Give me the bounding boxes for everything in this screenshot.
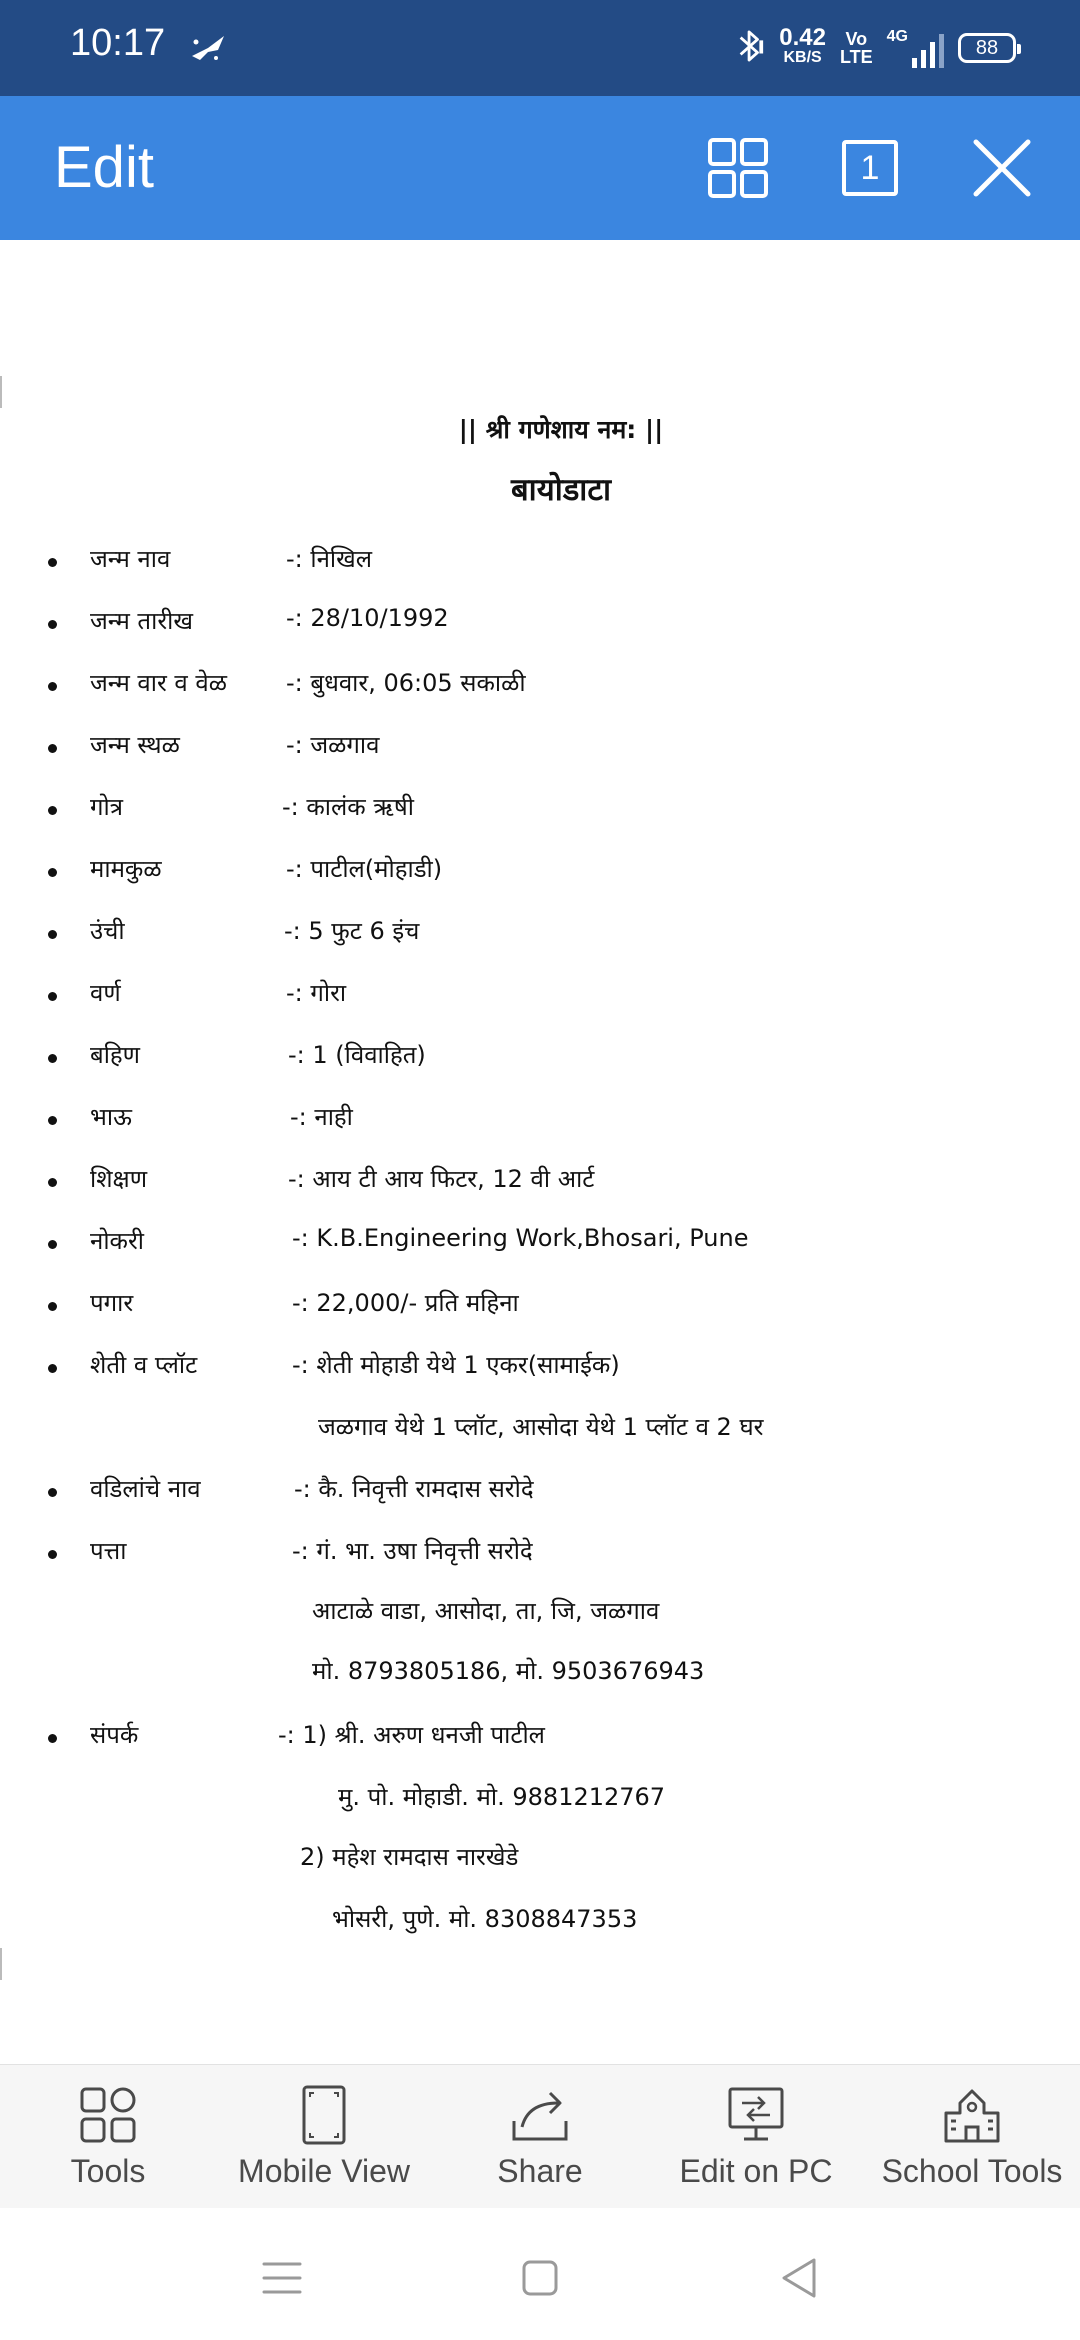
status-icons — [735, 22, 1016, 74]
edit-on-pc-label: Edit on PC — [679, 2153, 833, 2189]
margin-marker — [0, 376, 3, 408]
tools-icon — [76, 2083, 140, 2147]
share-label: Share — [497, 2153, 583, 2189]
bullet — [48, 1240, 57, 1249]
app-bar — [0, 96, 1080, 240]
bullet — [48, 1054, 57, 1063]
bullet — [48, 558, 57, 567]
net-speed — [779, 24, 826, 68]
row-value: -: 1 (विवाहित) — [288, 1041, 426, 1069]
document-page[interactable] — [0, 240, 1080, 2064]
volte-badge: Vo LTE — [839, 29, 873, 67]
tools-label: Tools — [70, 2153, 146, 2189]
network-type: 4G — [886, 28, 908, 45]
row-value: -: 22,000/- प्रति महिना — [292, 1289, 519, 1317]
doc-title: बायोडाटा — [510, 472, 611, 508]
row-value: -: बुधवार, 06:05 सकाळी — [286, 669, 526, 697]
back-icon[interactable] — [770, 2248, 830, 2308]
row-label: भाऊ — [90, 1103, 132, 1131]
row-value-continued: जळगाव येथे 1 प्लॉट, आसोदा येथे 1 प्लॉट व 2 घर — [318, 1413, 764, 1441]
app-title: Edit — [54, 135, 154, 200]
row-value: -: K.B.Engineering Work,Bhosari, Pune — [292, 1224, 749, 1252]
bullet — [48, 1302, 57, 1311]
row-label: पत्ता — [90, 1537, 127, 1565]
mobile-view-icon — [292, 2083, 356, 2147]
bullet — [48, 744, 57, 753]
row-label: शेती व प्लॉट — [90, 1351, 198, 1379]
row-label: वडिलांचे नाव — [90, 1475, 201, 1503]
row-value: -: शेती मोहाडी येथे 1 एकर(सामाईक) — [292, 1351, 620, 1379]
row-value: -: 28/10/1992 — [286, 604, 449, 632]
bullet — [48, 868, 57, 877]
row-value-continued: मो. 8793805186, मो. 9503676943 — [312, 1657, 705, 1685]
school-tools-label: School Tools — [881, 2153, 1063, 2189]
row-value-continued: आटाळे वाडा, आसोदा, ता, जि, जळगाव — [312, 1597, 660, 1625]
bullet — [48, 1550, 57, 1559]
bullet — [48, 806, 57, 815]
row-value-continued: भोसरी, पुणे. मो. 8308847353 — [332, 1905, 638, 1933]
bluetooth-icon — [735, 27, 765, 69]
row-label: संपर्क — [90, 1721, 139, 1749]
school-icon — [940, 2083, 1004, 2147]
row-label: जन्म वार व वेळ — [90, 669, 227, 697]
page-count: 1 — [860, 148, 880, 187]
status-bar — [0, 0, 1080, 96]
net-speed-unit: KB/S — [783, 49, 822, 66]
row-label: नोकरी — [90, 1227, 144, 1255]
home-icon[interactable] — [510, 2248, 570, 2308]
row-value: -: निखिल — [286, 545, 373, 573]
airplane-notification-icon — [188, 30, 228, 66]
row-value: -: आय टी आय फिटर, 12 वी आर्ट — [288, 1165, 595, 1193]
bullet — [48, 1116, 57, 1125]
mobile-view-button[interactable] — [216, 2083, 432, 2203]
row-label: उंची — [90, 917, 125, 945]
edit-on-pc-icon — [724, 2083, 788, 2147]
row-label: पगार — [90, 1289, 134, 1317]
signal-icon — [887, 28, 944, 68]
share-button[interactable] — [432, 2083, 648, 2203]
mobile-view-label: Mobile View — [238, 2153, 410, 2189]
bullet — [48, 1734, 57, 1743]
row-label: जन्म नाव — [90, 545, 171, 573]
row-value: -: नाही — [290, 1103, 353, 1131]
bullet — [48, 682, 57, 691]
row-value: -: कालंक ऋषी — [282, 793, 414, 821]
row-value: -: गोरा — [286, 979, 347, 1007]
system-nav-bar — [0, 2208, 1080, 2340]
share-icon — [508, 2083, 572, 2147]
bottom-toolbar — [0, 2064, 1080, 2208]
grid-icon[interactable] — [702, 132, 774, 204]
school-tools-button[interactable] — [864, 2083, 1080, 2203]
row-value: -: कै. निवृत्ती रामदास सरोदे — [294, 1475, 534, 1503]
row-label: मामकुळ — [90, 855, 162, 883]
bullet — [48, 620, 57, 629]
row-value: -: 1) श्री. अरुण धनजी पाटील — [278, 1721, 545, 1749]
bullet — [48, 1178, 57, 1187]
bullet — [48, 1364, 57, 1373]
bullet — [48, 930, 57, 939]
row-label: वर्ण — [90, 979, 121, 1007]
net-speed-value: 0.42 — [779, 24, 826, 51]
page-count-button[interactable] — [842, 140, 898, 196]
margin-marker — [0, 1948, 3, 1980]
bullet — [48, 992, 57, 1001]
row-value-continued: 2) महेश रामदास नारखेडे — [300, 1843, 519, 1871]
row-value: -: पाटील(मोहाडी) — [286, 855, 443, 883]
row-label: जन्म तारीख — [90, 607, 193, 635]
row-value: -: गं. भा. उषा निवृत्ती सरोदे — [292, 1537, 533, 1565]
doc-header: || श्री गणेशाय नम: || — [458, 415, 664, 444]
menu-icon[interactable] — [252, 2248, 312, 2308]
status-time: 10:17 — [70, 22, 166, 64]
row-label: बहिण — [90, 1041, 141, 1069]
row-label: जन्म स्थळ — [90, 731, 180, 759]
row-label: शिक्षण — [90, 1165, 148, 1193]
row-value: -: 5 फुट 6 इंच — [284, 917, 420, 945]
tools-button[interactable] — [0, 2083, 216, 2203]
row-value-continued: मु. पो. मोहाडी. मो. 9881212767 — [338, 1783, 666, 1811]
row-value: -: जळगाव — [286, 731, 380, 759]
battery-level: 88 — [975, 36, 999, 59]
row-label: गोत्र — [90, 793, 123, 821]
battery-icon — [958, 33, 1016, 63]
bullet — [48, 1488, 57, 1497]
edit-on-pc-button[interactable] — [648, 2083, 864, 2203]
close-icon[interactable] — [966, 132, 1038, 204]
